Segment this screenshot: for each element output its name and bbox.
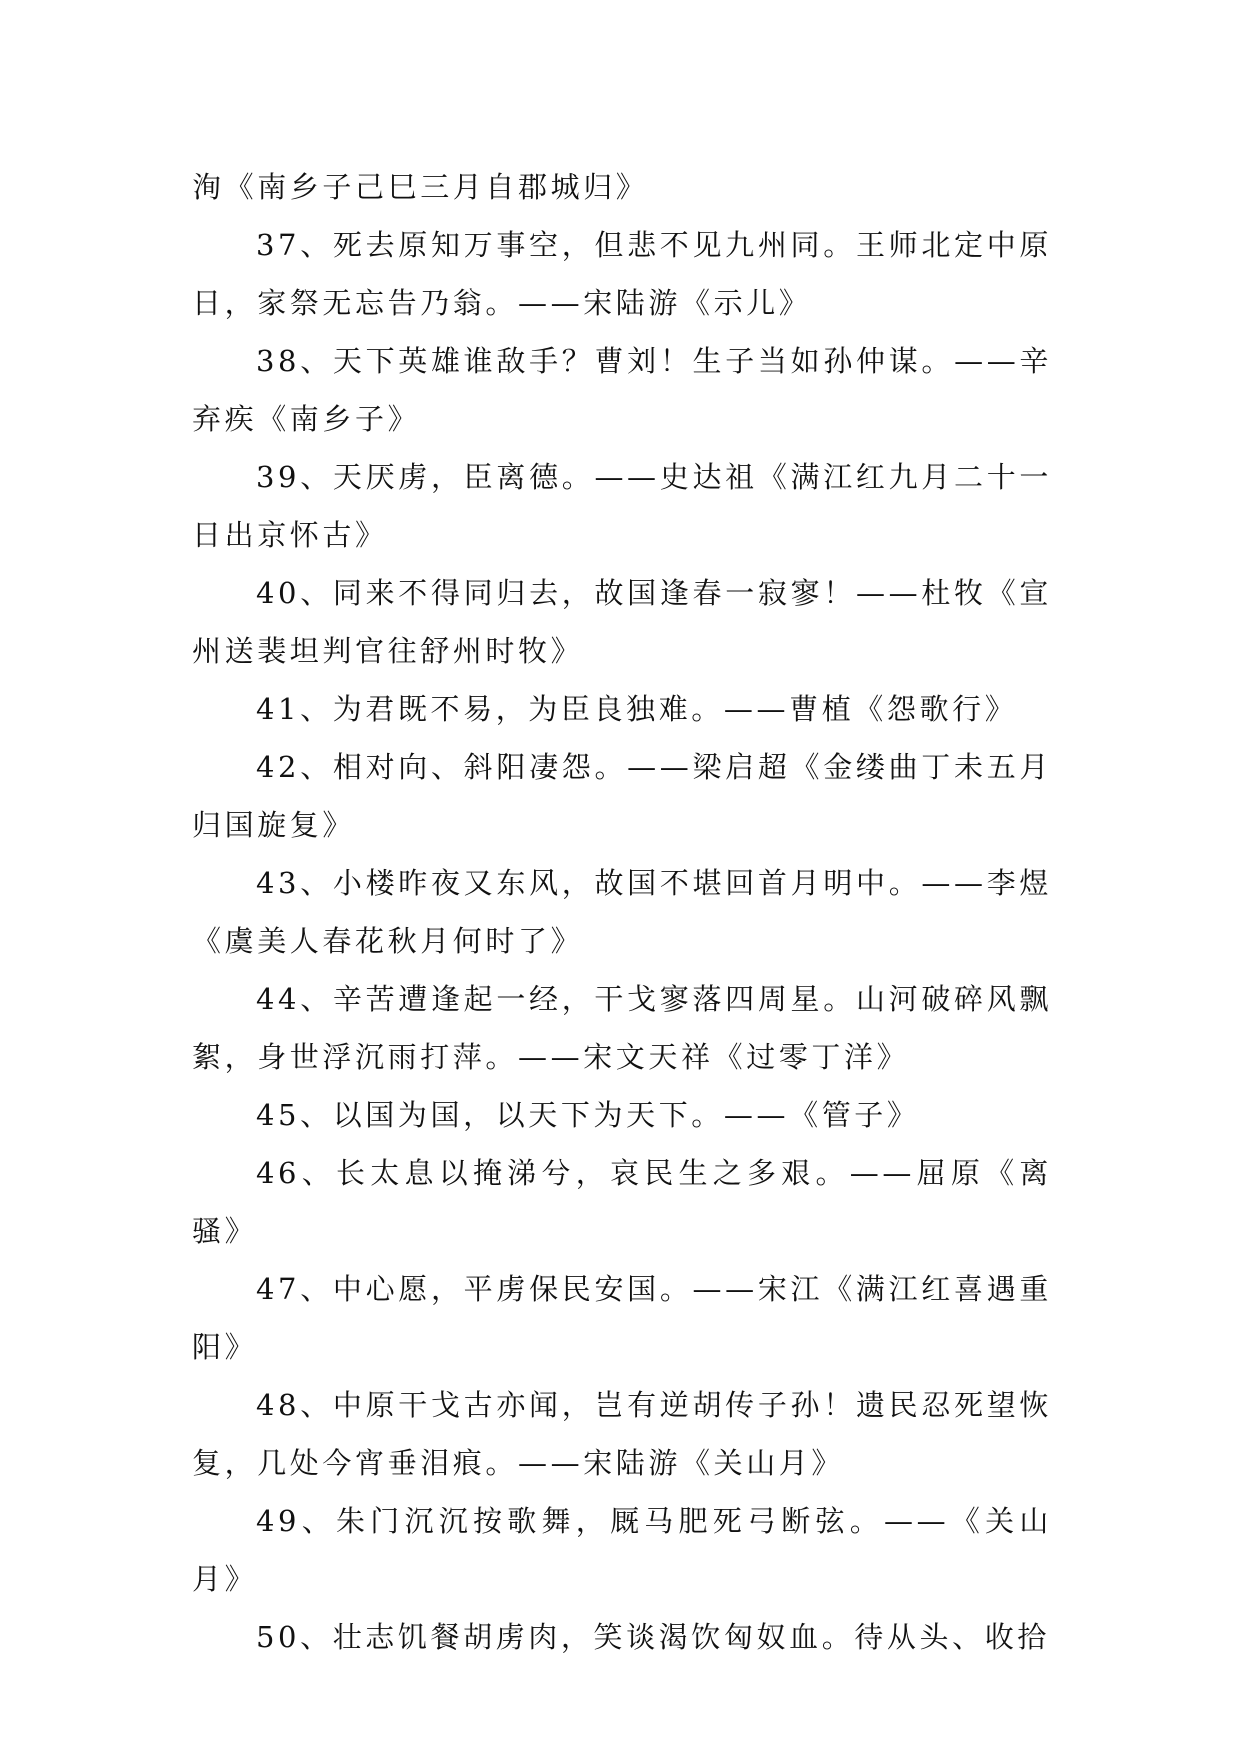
quote-item-48: 48、中原干戈古亦闻，岂有逆胡传子孙！遗民忍死望恢复，几处今宵垂泪痕。——宋陆游《关山月》 xyxy=(192,1388,1052,1480)
quote-item-45: 45、以国为国，以天下为天下。——《管子》 xyxy=(256,1098,920,1132)
quote-item-46: 46、长太息以掩涕兮，哀民生之多艰。——屈原《离骚》 xyxy=(192,1156,1052,1248)
quote-item-38: 38、天下英雄谁敌手？曹刘！生子当如孙仲谋。——辛弃疾《南乡子》 xyxy=(192,344,1052,436)
quote-item-43: 43、小楼昨夜又东风，故国不堪回首月明中。——李煜《虞美人春花秋月何时了》 xyxy=(192,866,1052,958)
quote-item-39: 39、天厌虏，臣离德。——史达祖《满江红九月二十一日出京怀古》 xyxy=(192,460,1052,552)
document-body xyxy=(192,158,1052,1666)
paragraph-continuation: 洵《南乡子己巳三月自郡城归》 xyxy=(192,170,649,204)
quote-item-42: 42、相对向、斜阳凄怨。——梁启超《金缕曲丁未五月归国旋复》 xyxy=(192,750,1052,842)
quote-item-37: 37、死去原知万事空，但悲不见九州同。王师北定中原日，家祭无忘告乃翁。——宋陆游《示儿》 xyxy=(192,228,1052,320)
quote-item-50: 50、壮志饥餐胡虏肉，笑谈渴饮匈奴血。待从头、收拾 xyxy=(256,1620,1050,1654)
quote-item-47: 47、中心愿，平虏保民安国。——宋江《满江红喜遇重阳》 xyxy=(192,1272,1052,1364)
quote-item-40: 40、同来不得同归去，故国逢春一寂寥！——杜牧《宣州送裴坦判官往舒州时牧》 xyxy=(192,576,1052,668)
quote-item-44: 44、辛苦遭逢起一经，干戈寥落四周星。山河破碎风飘絮，身世浮沉雨打萍。——宋文天祥《过零丁洋》 xyxy=(192,982,1052,1074)
quote-item-49: 49、朱门沉沉按歌舞，厩马肥死弓断弦。——《关山月》 xyxy=(192,1504,1052,1596)
quote-item-41: 41、为君既不易，为臣良独难。——曹植《怨歌行》 xyxy=(256,692,1018,726)
